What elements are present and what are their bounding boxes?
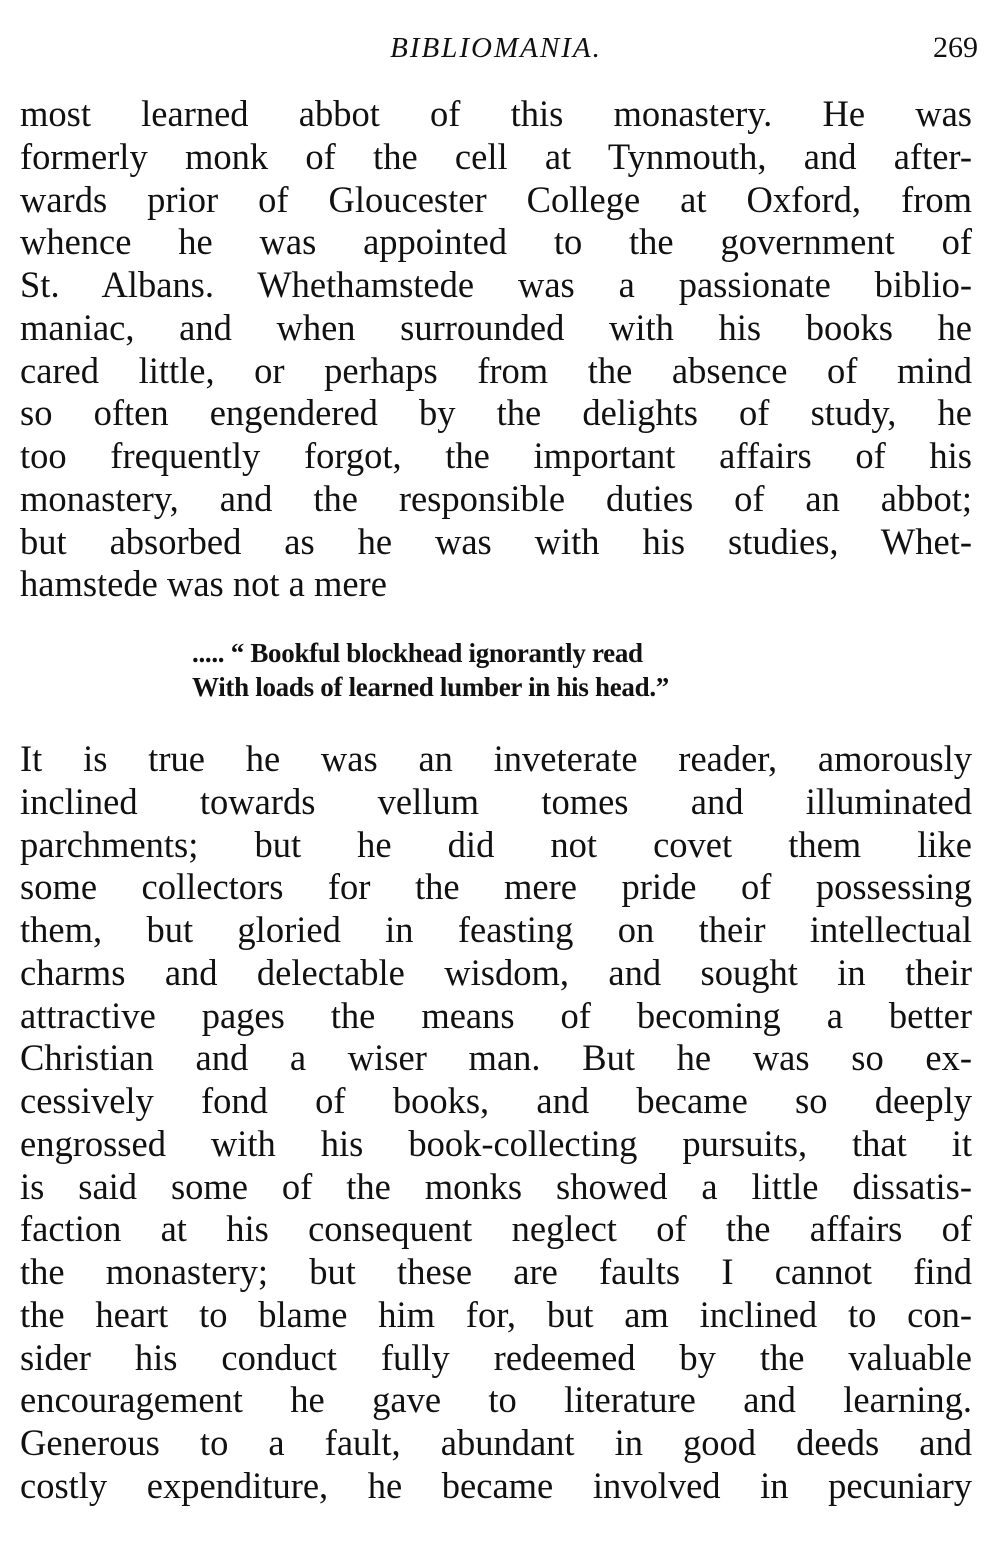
text-line: monastery, and the responsible duties of an abbot; <box>20 477 972 519</box>
text-line: them, but gloried in feasting on their intellectual <box>20 909 972 950</box>
text-line: the heart to blame him for, but am inclined to con- <box>20 1293 972 1335</box>
text-line: is said some of the monks showed a little dissatis- <box>20 1165 972 1207</box>
text-line: whence he was appointed to the government of <box>20 221 972 263</box>
text-line: cared little, or perhaps from the absence of mind <box>20 349 972 391</box>
text-line: parchments; but he did not covet them like <box>20 823 972 865</box>
book-page <box>20 0 978 1547</box>
paragraph-1 <box>20 93 972 606</box>
text-line: faction at his consequent neglect of the affairs of <box>20 1208 972 1250</box>
text-line: some collectors for the mere pride of possessing <box>20 866 972 908</box>
text-line: but absorbed as he was with his studies, Whet- <box>20 520 972 562</box>
text-line: encouragement he gave to literature and learning. <box>20 1379 972 1421</box>
text-line: charms and delectable wisdom, and sought in their <box>20 951 972 993</box>
quote-line: With loads of learned lumber in his head.” <box>192 672 669 702</box>
text-line: St. Albans. Whethamstede was a passionate biblio- <box>20 264 972 305</box>
verse-quotation <box>192 636 812 704</box>
running-head <box>20 30 978 70</box>
text-line: maniac, and when surrounded with his books he <box>20 306 972 348</box>
text-line: Christian and a wiser man. But he was so ex- <box>20 1037 972 1079</box>
page-number: 269 <box>933 31 978 64</box>
text-line: Generous to a fault, abundant in good deeds and <box>20 1422 972 1463</box>
text-line: hamstede was not a mere <box>20 563 387 605</box>
text-line: cessively fond of books, and became so deeply <box>20 1080 972 1121</box>
text-line: most learned abbot of this monastery. He was <box>20 93 972 134</box>
text-line: attractive pages the means of becoming a better <box>20 994 972 1036</box>
text-line: sider his conduct fully redeemed by the valuable <box>20 1336 972 1378</box>
text-line: inclined towards vellum tomes and illuminated <box>20 780 972 822</box>
text-line: the monastery; but these are faults I cannot find <box>20 1251 972 1292</box>
text-line: too frequently forgot, the important affairs of his <box>20 435 972 476</box>
text-line: costly expenditure, he became involved in pecuniary <box>20 1464 972 1506</box>
text-line: formerly monk of the cell at Tynmouth, and after- <box>20 135 972 177</box>
text-line: engrossed with his book-collecting pursuits, that it <box>20 1122 972 1164</box>
text-line: so often engendered by the delights of study, he <box>20 392 972 434</box>
paragraph-2 <box>20 738 972 1508</box>
text-line: It is true he was an inveterate reader, amorously <box>20 738 972 779</box>
quote-line: ..... “ Bookful blockhead ignorantly read <box>192 638 643 668</box>
running-title: BIBLIOMANIA. <box>390 32 602 64</box>
text-line: wards prior of Gloucester College at Oxford, from <box>20 178 972 220</box>
